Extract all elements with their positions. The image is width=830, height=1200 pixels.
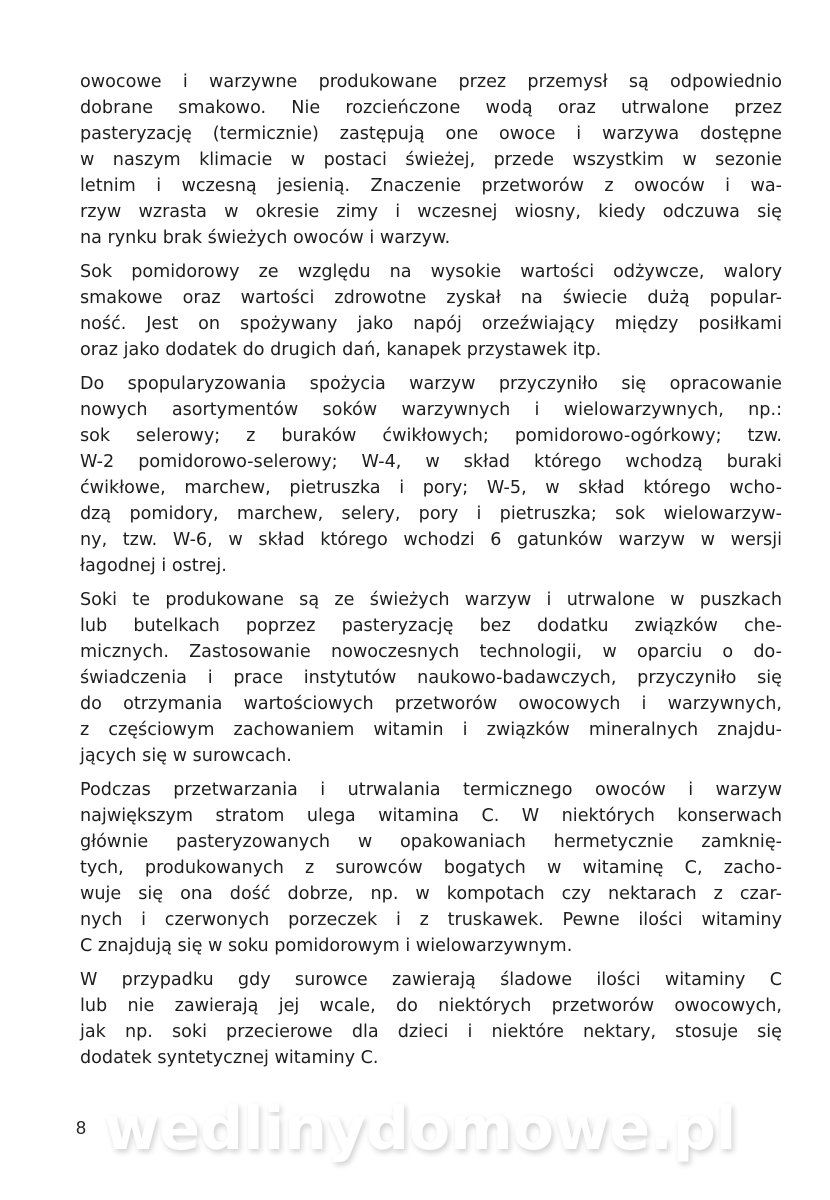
text-line: nych i czerwonych porzeczek i z truskawek. Pewne ilości witaminy (80, 910, 782, 930)
text-line: świadczenia i prace instytutów naukowo-badawczych, przyczyniło się (80, 668, 782, 688)
text-line: Do spopularyzowania spożycia warzyw przyczyniło się opracowanie (80, 374, 782, 394)
text-line: pasteryzację (termicznie) zastępują one owoce i warzywa dostępne (80, 124, 782, 144)
text-line: Soki te produkowane są ze świeżych warzyw i utrwalone w puszkach (80, 590, 782, 610)
text-line: ny, tzw. W-6, w skład którego wchodzi 6 gatunków warzyw w wersji (80, 530, 782, 550)
text-line: letnim i wczesną jesienią. Znaczenie przetworów z owoców i wa- (80, 176, 782, 196)
text-line: ność. Jest on spożywany jako napój orzeźwiający między posiłkami (80, 314, 782, 334)
paragraph (80, 259, 782, 363)
text-line: łagodnej i ostrej. (80, 556, 227, 576)
body-text (80, 69, 782, 1079)
text-line: Sok pomidorowy ze względu na wysokie wartości odżywcze, walory (80, 262, 782, 282)
paragraph (80, 371, 782, 579)
text-line: owocowe i warzywne produkowane przez przemysł są odpowiednio (80, 72, 782, 92)
text-line: smakowe oraz wartości zdrowotne zyskał na świecie dużą popular- (80, 288, 782, 308)
text-line: lub nie zawierają jej wcale, do niektórych przetworów owocowych, (80, 996, 782, 1016)
text-line: dobrane smakowo. Nie rozcieńczone wodą oraz utrwalone przez (80, 98, 782, 118)
text-line: W-2 pomidorowo-selerowy; W-4, w skład którego wchodzą buraki (80, 452, 782, 472)
text-line: micznych. Zastosowanie nowoczesnych technologii, w oparciu o do- (80, 642, 782, 662)
paragraph (80, 69, 782, 251)
text-line: tych, produkowanych z surowców bogatych w witaminę C, zacho- (80, 858, 782, 878)
text-line: jących się w surowcach. (80, 746, 292, 766)
paragraph (80, 587, 782, 769)
text-line: lub butelkach poprzez pasteryzację bez dodatku związków che- (80, 616, 782, 636)
text-line: C znajdują się w soku pomidorowym i wielowarzywnym. (80, 936, 573, 956)
text-line: z częściowym zachowaniem witamin i związków mineralnych znajdu- (80, 720, 782, 740)
text-line: nowych asortymentów soków warzywnych i wielowarzywnych, np.: (80, 400, 782, 420)
text-line: do otrzymania wartościowych przetworów owocowych i warzywnych, (80, 694, 782, 714)
text-line: W przypadku gdy surowce zawierają śladowe ilości witaminy C (80, 970, 782, 990)
text-line: w naszym klimacie w postaci świeżej, przede wszystkim w sezonie (80, 150, 782, 170)
text-line: ćwikłowe, marchew, pietruszka i pory; W-5, w skład którego wcho- (80, 478, 782, 498)
watermark: wedlinydomowe.pl (104, 1094, 737, 1164)
text-line: dzą pomidory, marchew, selery, pory i pietruszka; sok wielowarzyw- (80, 504, 782, 524)
text-line: na rynku brak świeżych owoców i warzyw. (80, 228, 451, 248)
text-line: oraz jako dodatek do drugich dań, kanapek przystawek itp. (80, 340, 602, 360)
text-line: głównie pasteryzowanych w opakowaniach hermetycznie zamknię- (80, 832, 782, 852)
text-line: sok selerowy; z buraków ćwikłowych; pomidorowo-ogórkowy; tzw. (80, 426, 782, 446)
paragraph (80, 967, 782, 1071)
text-line: dodatek syntetycznej witaminy C. (80, 1048, 379, 1068)
text-line: największym stratom ulega witamina C. W niektórych konserwach (80, 806, 782, 826)
paragraph (80, 777, 782, 959)
text-line: wuje się ona dość dobrze, np. w kompotach czy nektarach z czar- (80, 884, 782, 904)
text-line: rzyw wzrasta w okresie zimy i wczesnej wiosny, kiedy odczuwa się (80, 202, 782, 222)
text-line: Podczas przetwarzania i utrwalania termicznego owoców i warzyw (80, 780, 782, 800)
text-line: jak np. soki przecierowe dla dzieci i niektóre nektary, stosuje się (80, 1022, 782, 1042)
page-number: 8 (76, 1118, 87, 1138)
